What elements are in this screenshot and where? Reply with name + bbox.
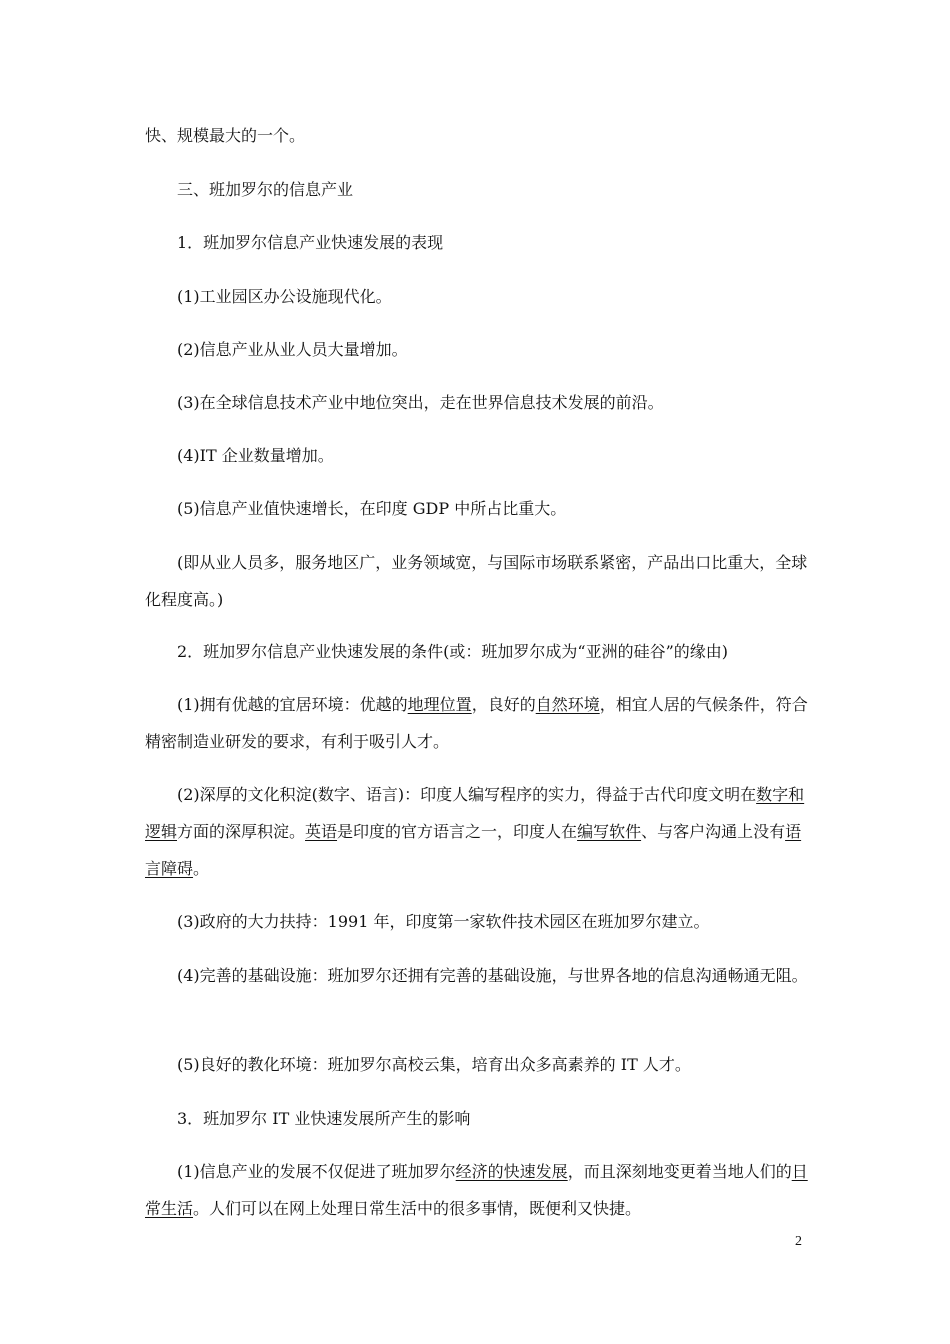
text-segment: (4)完善的基础设施：班加罗尔还拥有完善的基础设施，与世界各地的信息沟通畅通无阻。 [177,966,808,985]
text-segment: 。 [193,859,210,878]
text-segment: 快、规模最大的一个。 [145,126,306,145]
text-segment: 是印度的官方语言之一，印度人在 [337,822,578,841]
text-segment: (2)信息产业从业人员大量增加。 [177,340,408,359]
text-segment: 、与客户沟通上没有 [641,822,786,841]
text-segment: (5)良好的教化环境：班加罗尔高校云集，培育出众多高素养的 IT 人才。 [177,1055,691,1074]
text-segment: ，相宜人居的气候条件，符合精密制造业研发的要求，有利于吸引人才。 [145,695,808,751]
list-item [145,384,809,421]
text-segment: ，而且深刻地变更着当地人们的 [567,1162,792,1181]
underlined-keyword: 编写软件 [577,822,642,841]
list-item [145,278,809,315]
underlined-keyword: 日常生活 [145,1162,808,1218]
page-number: 2 [795,1234,802,1249]
text-segment: 3．班加罗尔 IT 业快速发展所产生的影响 [177,1109,471,1128]
underlined-keyword: 自然环境 [535,695,600,714]
text-segment: 1．班加罗尔信息产业快速发展的表现 [177,233,444,252]
text-segment: (5)信息产业值快速增长，在印度 GDP 中所占比重大。 [177,499,567,518]
underlined-keyword: 地理位置 [407,695,472,714]
text-segment: 。人们可以在网上处理日常生活中的很多事情，既便利又快捷。 [193,1199,642,1218]
subheading-2 [145,633,809,670]
text-segment: ，良好的 [471,695,536,714]
list-item [145,490,809,527]
text-segment: (1)工业园区办公设施现代化。 [177,287,392,306]
text-segment: (1)拥有优越的宜居环境：优越的 [177,695,408,714]
underlined-keyword: 英语 [305,822,338,841]
text-segment: (1)信息产业的发展不仅促进了班加罗尔 [177,1162,456,1181]
subheading-3 [145,1100,809,1137]
list-item [145,331,809,368]
text-segment: 方面的深厚积淀。 [177,822,306,841]
text-segment: (3)在全球信息技术产业中地位突出，走在世界信息技术发展的前沿。 [177,393,664,412]
list-item [145,437,809,474]
underlined-keyword: 语言障碍 [145,822,802,878]
text-segment: (2)深厚的文化积淀(数字、语言)：印度人编写程序的实力，得益于古代印度文明在 [177,785,757,804]
text-segment: (4)IT 企业数量增加。 [177,446,334,465]
list-item [145,903,809,940]
list-item [145,1046,809,1083]
list-item [145,776,809,887]
summary-paragraph [145,544,809,618]
section-heading [145,171,809,208]
text-segment: (3)政府的大力扶持：1991 年，印度第一家软件技术园区在班加罗尔建立。 [177,912,710,931]
paragraph-continuation [145,117,809,154]
underlined-keyword: 数字和逻辑 [145,785,805,841]
subheading-1 [145,224,809,261]
text-segment: 2．班加罗尔信息产业快速发展的条件(或：班加罗尔成为“亚洲的硅谷”的缘由) [177,642,729,661]
underlined-keyword: 经济的快速发展 [455,1162,568,1181]
list-item [145,957,809,994]
list-item [145,1153,809,1227]
list-item [145,686,809,760]
text-segment: 三、班加罗尔的信息产业 [177,180,354,199]
text-segment: (即从业人员多，服务地区广，业务领域宽，与国际市场联系紧密，产品出口比重大，全球化程度高。) [145,553,808,609]
